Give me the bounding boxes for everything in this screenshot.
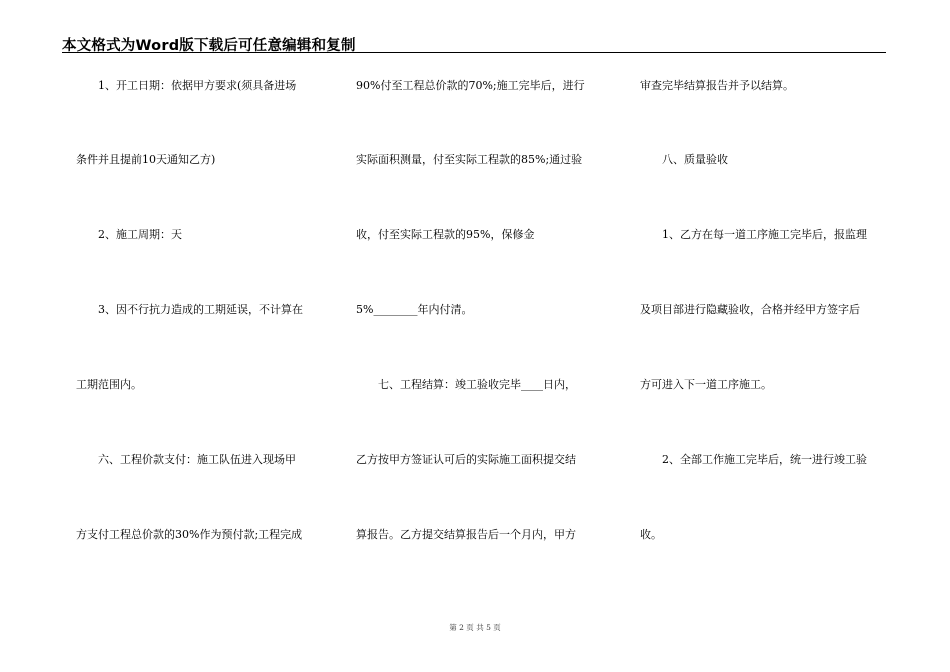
column-2-line-3: 收，付至实际工程款的95%，保修金 [356,228,535,241]
column-2-line-4: 5%________年内付清。 [356,303,473,316]
column-2-line-1: 90%付至工程总价款的70%;施工完毕后，进行 [356,79,585,92]
column-3-line-1: 审查完毕结算报告并予以结算。 [640,79,794,92]
column-1-line-1: 1、开工日期：依据甲方要求(须具备进场 [76,79,297,92]
column-3-line-5: 方可进入下一道工序施工。 [640,378,772,391]
column-3-line-3: 1、乙方在每一道工序施工完毕后，报监理 [640,228,867,241]
column-3-line-2: 八、质量验收 [640,153,728,166]
column-3-line-4: 及项目部进行隐藏验收，合格并经甲方签字后 [640,303,860,316]
column-1-line-4: 3、因不行抗力造成的工期延误，不计算在 [76,303,303,316]
column-1-line-2: 条件并且提前10天通知乙方) [76,153,216,166]
column-2-line-5: 七、工程结算：竣工验收完毕____日内， [356,378,576,391]
column-3-line-6: 2、全部工作施工完毕后，统一进行竣工验 [640,453,867,466]
column-2-line-6: 乙方按甲方签证认可后的实际施工面积提交结 [356,453,576,466]
column-2-line-2: 实际面积测量，付至实际工程款的85%;通过验 [356,153,583,166]
column-1-line-3: 2、施工周期：天 [76,228,182,241]
column-2-line-7: 算报告。乙方提交结算报告后一个月内，甲方 [356,528,576,541]
column-1-line-7: 方支付工程总价款的30%作为预付款;工程完成 [76,528,303,541]
column-1-line-5: 工期范围内。 [76,378,142,391]
column-3-line-7: 收。 [640,528,662,541]
page-number-footer: 第 2 页 共 5 页 [449,623,501,632]
column-1-line-6: 六、工程价款支付：施工队伍进入现场甲 [76,453,296,466]
header-divider [62,52,886,53]
document-header-title: 本文格式为Word版下载后可任意编辑和复制 [62,38,356,54]
